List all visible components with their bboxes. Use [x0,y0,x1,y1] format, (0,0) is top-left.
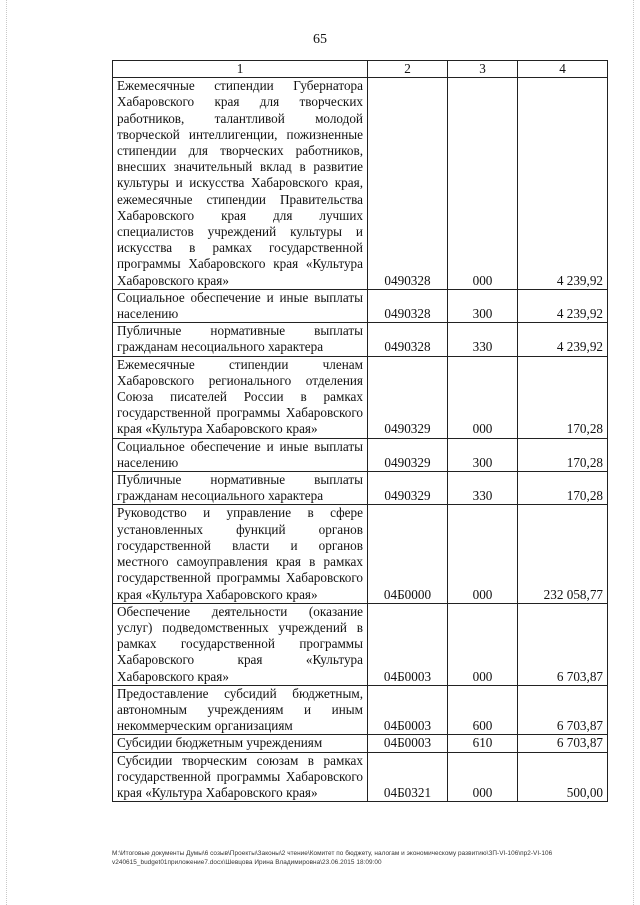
row-code: 0490329 [368,438,448,471]
right-margin-guide [633,0,635,905]
row-amount: 6 703,87 [518,685,608,735]
row-type: 000 [448,603,518,685]
row-name: Субсидии творческим союзам в рамках государственной программы Хабаровского края «Культура Хабаровского края» [113,752,368,802]
column-header-name: 1 [113,61,368,78]
table-row [113,685,608,735]
row-code: 04Б0321 [368,752,448,802]
row-amount: 170,28 [518,438,608,471]
table-row [113,323,608,356]
row-type: 300 [448,289,518,322]
row-code: 0490329 [368,472,448,505]
row-code: 0490328 [368,78,448,290]
row-code: 04Б0003 [368,603,448,685]
row-code: 0490329 [368,356,448,438]
table-row [113,735,608,752]
row-name: Ежемесячные стипендии Губернатора Хабаровского края для творческих работников, талантливой молодой творческой интеллигенции, пожизненные стипендии для творческих работников, внесших значительный вклад в развитие культуры и искусства Хабаровского края, ежемесячные стипендии Правительства Хабаровского края для лучших специалистов учреждений культуры и искусства в рамках государственной программы Хабаровского края «Культура Хабаровского края» [113,78,368,290]
row-name: Социальное обеспечение и иные выплаты населению [113,438,368,471]
row-name: Руководство и управление в сфере установленных функций органов государственной власти и органов местного самоуправления края в рамках государственной программы Хабаровского края «Культура Хабаровского края» [113,505,368,603]
table-row [113,289,608,322]
table-row [113,356,608,438]
row-name: Предоставление субсидий бюджетным, автономным учреждениям и иным некоммерческим организациям [113,685,368,735]
column-header-type: 3 [448,61,518,78]
row-amount: 4 239,92 [518,289,608,322]
table-row [113,438,608,471]
row-type: 300 [448,438,518,471]
row-type: 330 [448,472,518,505]
table-row [113,472,608,505]
table-row [113,505,608,603]
row-type: 000 [448,356,518,438]
table-row [113,603,608,685]
row-type: 000 [448,752,518,802]
page-number: 65 [313,32,327,47]
row-name: Ежемесячные стипендии членам Хабаровского регионального отделения Союза писателей России в рамках государственной программы Хабаровского края «Культура Хабаровского края» [113,356,368,438]
row-amount: 170,28 [518,472,608,505]
column-header-code: 2 [368,61,448,78]
row-type: 330 [448,323,518,356]
row-name: Субсидии бюджетным учреждениям [113,735,368,752]
row-code: 04Б0003 [368,735,448,752]
row-code: 0490328 [368,323,448,356]
row-name: Публичные нормативные выплаты гражданам несоциального характера [113,323,368,356]
left-margin-guide [6,0,8,905]
row-name: Социальное обеспечение и иные выплаты населению [113,289,368,322]
column-header-amount: 4 [518,61,608,78]
budget-table [112,60,608,802]
row-code: 0490328 [368,289,448,322]
table-row [113,752,608,802]
row-type: 600 [448,685,518,735]
row-name: Публичные нормативные выплаты гражданам несоциального характера [113,472,368,505]
row-name: Обеспечение деятельности (оказание услуг) подведомственных учреждений в рамках государственной программы Хабаровского края «Культура Хабаровского края» [113,603,368,685]
table-header-row [113,61,608,78]
row-type: 610 [448,735,518,752]
document-path-footer: М:\Итоговые документы Думы\6 созыв\Проекты\Законы\2 чтение\Комитет по бюджету, налогам и экономическому развитию\ЗП-VI-106\пр2-VI-106 v240615_budget01приложение7.docx\Шевцова Ирина Владимировна\23.06.2015 18:09:00 [112,850,553,866]
row-amount: 232 058,77 [518,505,608,603]
row-type: 000 [448,78,518,290]
row-amount: 170,28 [518,356,608,438]
row-code: 04Б0003 [368,685,448,735]
row-amount: 4 239,92 [518,323,608,356]
row-amount: 6 703,87 [518,735,608,752]
table-row [113,78,608,290]
row-amount: 4 239,92 [518,78,608,290]
row-code: 04Б0000 [368,505,448,603]
row-amount: 6 703,87 [518,603,608,685]
row-type: 000 [448,505,518,603]
row-amount: 500,00 [518,752,608,802]
